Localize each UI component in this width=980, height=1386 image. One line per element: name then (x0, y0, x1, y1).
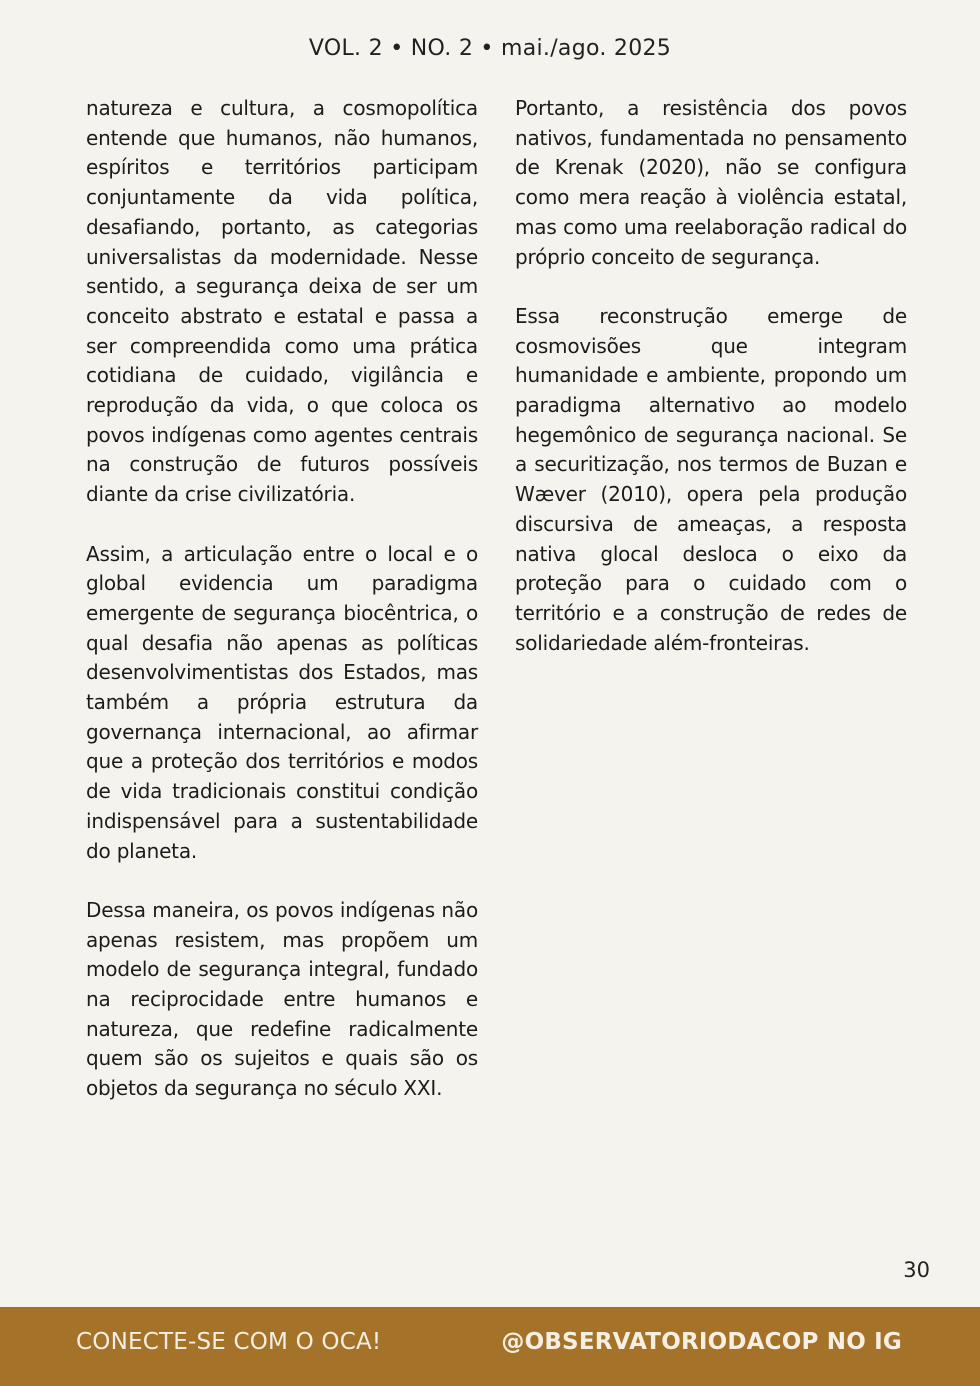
left-text-column (86, 94, 478, 1134)
footer-band (0, 1307, 980, 1386)
footer-connect-text: CONECTE-SE COM O OCA! (76, 1329, 382, 1355)
body-paragraph: Essa reconstrução emerge de cosmovisões que integram humanidade e ambiente, propondo um paradigma alternativo ao modelo hegemônico de segurança nacional. Se a securitização, nos termos de Buzan e Wæver (2010), opera pela produção discursiva de ameaças, a resposta nativa glocal desloca o eixo da proteção para o cuidado com o território e a construção de redes de solidariedade além-fronteiras. (515, 303, 907, 655)
body-paragraph: Dessa maneira, os povos indígenas não apenas resistem, mas propõem um modelo de segurança integral, fundado na reciprocidade entre humanos e natureza, que redefine radicalmente quem são os sujeitos e quais são os objetos da segurança no século XXI. (86, 897, 478, 1101)
body-paragraph: Assim, a articulação entre o local e o global evidencia um paradigma emergente de segurança biocêntrica, o qual desafia não apenas as políticas desenvolvimentistas dos Estados, mas também a própria estrutura da governança internacional, ao afirmar que a proteção dos territórios e modos de vida tradicionais constitui condição indispensável para a sustentabilidade do planeta. (86, 541, 478, 863)
page-number: 30 (903, 1258, 930, 1282)
journal-volume-header: VOL. 2 • NO. 2 • mai./ago. 2025 (308, 36, 672, 61)
body-paragraph: natureza e cultura, a cosmopolítica entende que humanos, não humanos, espíritos e territórios participam conjuntamente da vida política, desafiando, portanto, as categorias universalistas da modernidade. Nesse sentido, a segurança deixa de ser um conceito abstrato e estatal e passa a ser compreendida como uma prática cotidiana de cuidado, vigilância e reprodução da vida, o que coloca os povos indígenas como agentes centrais na construção de futuros possíveis diante da crise civilizatória. (86, 96, 478, 507)
right-text-column (515, 94, 907, 688)
footer-instagram-handle: @OBSERVATORIODACOP NO IG (501, 1329, 902, 1355)
body-paragraph: Portanto, a resistência dos povos nativos, fundamentada no pensamento de Krenak (2020), não se configura como mera reação à violência estatal, mas como uma reelaboração radical do próprio conceito de segurança. (515, 96, 907, 269)
